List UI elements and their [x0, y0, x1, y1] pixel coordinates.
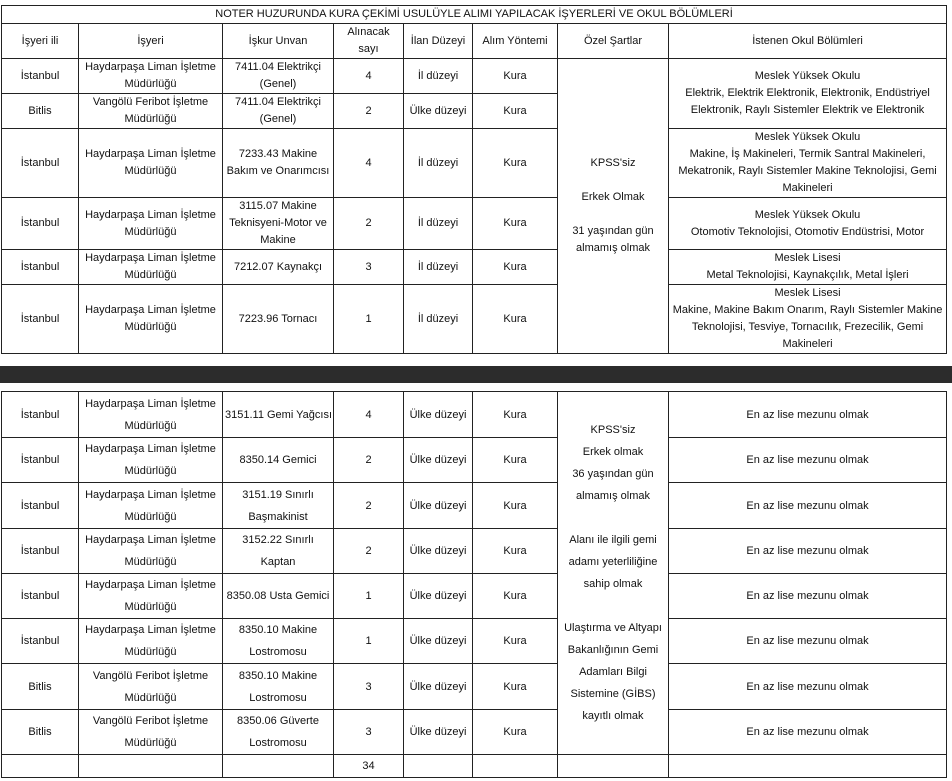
recruitment-method-cell: Kura: [473, 250, 558, 285]
quota-cell: 2: [334, 198, 404, 250]
recruitment-method-cell: Kura: [473, 619, 558, 664]
workplace-cell: Haydarpaşa Liman İşletme Müdürlüğü: [79, 250, 223, 285]
announcement-level-cell: Ülke düzeyi: [404, 574, 473, 619]
workplace-cell: Haydarpaşa Liman İşletme Müdürlüğü: [79, 392, 223, 438]
iskur-title-cell: 8350.10 Makine Lostromosu: [223, 664, 334, 710]
special-conditions-cell: [558, 392, 669, 755]
recruitment-method-cell: Kura: [473, 574, 558, 619]
special-condition: KPSS'siz: [590, 424, 636, 436]
department-list: Otomotiv Teknolojisi, Otomotiv Endüstrisi, Motor: [690, 225, 925, 238]
required-education-cell: En az lise mezunu olmak: [669, 438, 947, 483]
announcement-level-cell: İl düzeyi: [404, 59, 473, 94]
school-type: Meslek Lisesi: [774, 252, 841, 264]
announcement-level-cell: Ülke düzeyi: [404, 710, 473, 755]
recruitment-method-cell: Kura: [473, 438, 558, 483]
workplace-cell: Haydarpaşa Liman İşletme Müdürlüğü: [79, 574, 223, 619]
total-row: [2, 755, 947, 778]
announcement-level-cell: Ülke düzeyi: [404, 392, 473, 438]
announcement-level-cell: İl düzeyi: [404, 250, 473, 285]
header-special-conditions: Özel Şartlar: [558, 24, 669, 59]
recruitment-method-cell: Kura: [473, 198, 558, 250]
header-row: [2, 24, 947, 59]
header-workplace: İşyeri: [79, 24, 223, 59]
required-departments-cell: [669, 129, 947, 198]
quota-cell: 3: [334, 710, 404, 755]
workplace-cell: Vangölü Feribot İşletme Müdürlüğü: [79, 94, 223, 129]
iskur-title-cell: 3151.19 Sınırlı Başmakinist: [223, 483, 334, 529]
school-type: Meslek Yüksek Okulu: [754, 70, 861, 82]
department-list: Metal Teknolojisi, Kaynakçılık, Metal İşleri: [706, 269, 909, 281]
table-row: [2, 483, 947, 529]
quota-cell: 2: [334, 529, 404, 574]
quota-cell: 4: [334, 59, 404, 94]
header-announcement-level: İlan Düzeyi: [404, 24, 473, 59]
recruitment-method-cell: Kura: [473, 94, 558, 129]
workplace-province-cell: İstanbul: [2, 250, 79, 285]
empty-cell: [79, 755, 223, 778]
recruitment-method-cell: Kura: [473, 483, 558, 529]
recruitment-method-cell: Kura: [473, 664, 558, 710]
table-row: [2, 574, 947, 619]
required-departments-cell: [669, 285, 947, 354]
quota-cell: 4: [334, 392, 404, 438]
quota-cell: 2: [334, 483, 404, 529]
workplace-province-cell: İstanbul: [2, 529, 79, 574]
table-row: [2, 664, 947, 710]
table-row: [2, 129, 947, 198]
announcement-level-cell: Ülke düzeyi: [404, 94, 473, 129]
quota-cell: 1: [334, 619, 404, 664]
required-education-cell: En az lise mezunu olmak: [669, 483, 947, 529]
workplace-province-cell: Bitlis: [2, 664, 79, 710]
workplace-cell: Haydarpaşa Liman İşletme Müdürlüğü: [79, 129, 223, 198]
recruitment-method-cell: Kura: [473, 129, 558, 198]
special-condition: Alanı ile ilgili gemi adamı yeterliliğine sahip olmak: [568, 534, 658, 590]
iskur-title-cell: 8350.14 Gemici: [223, 438, 334, 483]
empty-cell: [473, 755, 558, 778]
workplace-cell: Haydarpaşa Liman İşletme Müdürlüğü: [79, 483, 223, 529]
special-condition: Ulaştırma ve Altyapı Bakanlığının Gemi Adamları Bilgi Sistemine (GİBS) kayıtlı olmak: [564, 622, 662, 722]
iskur-title-cell: 8350.10 Makine Lostromosu: [223, 619, 334, 664]
school-type: Meslek Yüksek Okulu: [754, 208, 861, 221]
iskur-title-cell: 7411.04 Elektrikçi (Genel): [223, 59, 334, 94]
quota-cell: 4: [334, 129, 404, 198]
iskur-title-cell: 8350.06 Güverte Lostromosu: [223, 710, 334, 755]
workplace-province-cell: İstanbul: [2, 285, 79, 354]
workplace-cell: Haydarpaşa Liman İşletme Müdürlüğü: [79, 59, 223, 94]
workplace-cell: Haydarpaşa Liman İşletme Müdürlüğü: [79, 438, 223, 483]
required-departments-cell: [669, 59, 947, 129]
iskur-title-cell: 3152.22 Sınırlı Kaptan: [223, 529, 334, 574]
table-title: NOTER HUZURUNDA KURA ÇEKİMİ USULÜYLE ALIMI YAPILACAK İŞYERLERİ VE OKUL BÖLÜMLERİ: [2, 6, 947, 24]
table-row: [2, 392, 947, 438]
quota-cell: 2: [334, 94, 404, 129]
recruitment-method-cell: Kura: [473, 285, 558, 354]
workplace-cell: Vangölü Feribot İşletme Müdürlüğü: [79, 664, 223, 710]
header-required-departments: İstenen Okul Bölümleri: [669, 24, 947, 59]
iskur-title-cell: 7212.07 Kaynakçı: [223, 250, 334, 285]
school-type: Meslek Lisesi: [774, 287, 841, 299]
workplace-cell: Haydarpaşa Liman İşletme Müdürlüğü: [79, 529, 223, 574]
recruitment-method-cell: Kura: [473, 59, 558, 94]
empty-cell: [223, 755, 334, 778]
required-education-cell: En az lise mezunu olmak: [669, 392, 947, 438]
required-departments-cell: [669, 198, 947, 250]
table-row: [2, 250, 947, 285]
table-row: [2, 285, 947, 354]
workplace-province-cell: Bitlis: [2, 710, 79, 755]
header-iskur-title: İşkur Unvan: [223, 24, 334, 59]
special-condition: KPSS'siz: [590, 157, 636, 169]
header-workplace-province: İşyeri ili: [2, 24, 79, 59]
department-list: Makine, Makine Bakım Onarım, Raylı Sistemler Makine Teknolojisi, Tesviye, Tornacılık, Frezecilik, Gemi Makineleri: [672, 304, 943, 350]
quota-cell: 1: [334, 574, 404, 619]
required-education-cell: En az lise mezunu olmak: [669, 664, 947, 710]
workplace-cell: Haydarpaşa Liman İşletme Müdürlüğü: [79, 198, 223, 250]
table-row: [2, 438, 947, 483]
quota-cell: 3: [334, 664, 404, 710]
required-education-cell: En az lise mezunu olmak: [669, 529, 947, 574]
iskur-title-cell: 7223.96 Tornacı: [223, 285, 334, 354]
iskur-title-cell: 3151.11 Gemi Yağcısı: [223, 392, 334, 438]
department-list: Makine, İş Makineleri, Termik Santral Makineleri, Mekatronik, Raylı Sistemler Makine Teknolojisi, Gemi Makineleri: [678, 148, 937, 194]
table-row: [2, 198, 947, 250]
required-education-cell: En az lise mezunu olmak: [669, 619, 947, 664]
page-separator-band: [0, 366, 952, 383]
required-education-cell: En az lise mezunu olmak: [669, 574, 947, 619]
quota-cell: 2: [334, 438, 404, 483]
department-list: Elektrik, Elektrik Elektronik, Elektronik, Endüstriyel Elektronik, Raylı Sistemler Elektrik ve Elektronik: [685, 87, 930, 116]
workplace-province-cell: İstanbul: [2, 574, 79, 619]
announcement-level-cell: İl düzeyi: [404, 129, 473, 198]
workplace-province-cell: İstanbul: [2, 483, 79, 529]
announcement-level-cell: İl düzeyi: [404, 198, 473, 250]
table-title-row: [2, 6, 947, 24]
header-quota: Alınacak sayı: [334, 24, 404, 59]
required-departments-cell: [669, 250, 947, 285]
recruitment-method-cell: Kura: [473, 392, 558, 438]
required-education-cell: En az lise mezunu olmak: [669, 710, 947, 755]
special-conditions-cell: [558, 59, 669, 354]
workplace-province-cell: İstanbul: [2, 438, 79, 483]
announcement-level-cell: İl düzeyi: [404, 285, 473, 354]
table-row: [2, 619, 947, 664]
workplace-province-cell: İstanbul: [2, 129, 79, 198]
workplace-cell: Vangölü Feribot İşletme Müdürlüğü: [79, 710, 223, 755]
iskur-title-cell: 7233.43 Makine Bakım ve Onarımcısı: [223, 129, 334, 198]
header-recruitment-method: Alım Yöntemi: [473, 24, 558, 59]
announcement-level-cell: Ülke düzeyi: [404, 529, 473, 574]
special-condition: Erkek olmak: [582, 446, 644, 458]
workplace-province-cell: Bitlis: [2, 94, 79, 129]
empty-cell: [669, 755, 947, 778]
workplace-province-cell: İstanbul: [2, 392, 79, 438]
special-condition: 31 yaşından gün almamış olmak: [572, 225, 654, 254]
special-condition: 36 yaşından gün almamış olmak: [572, 468, 654, 502]
empty-cell: [2, 755, 79, 778]
empty-cell: [404, 755, 473, 778]
announcement-level-cell: Ülke düzeyi: [404, 619, 473, 664]
workplace-cell: Haydarpaşa Liman İşletme Müdürlüğü: [79, 619, 223, 664]
seafarer-positions-table: [1, 391, 947, 778]
quota-cell: 3: [334, 250, 404, 285]
recruitment-method-cell: Kura: [473, 710, 558, 755]
total-quota-cell: 34: [334, 755, 404, 778]
iskur-title-cell: 8350.08 Usta Gemici: [223, 574, 334, 619]
table-row: [2, 710, 947, 755]
workplace-province-cell: İstanbul: [2, 619, 79, 664]
table-row: [2, 59, 947, 94]
announcement-level-cell: Ülke düzeyi: [404, 438, 473, 483]
workplace-cell: Haydarpaşa Liman İşletme Müdürlüğü: [79, 285, 223, 354]
workplace-province-cell: İstanbul: [2, 198, 79, 250]
workplace-province-cell: İstanbul: [2, 59, 79, 94]
empty-cell: [558, 755, 669, 778]
noter-kura-table: [1, 5, 947, 354]
iskur-title-cell: 3115.07 Makine Teknisyeni-Motor ve Makine: [223, 198, 334, 250]
special-condition: Erkek Olmak: [581, 191, 645, 203]
table-row: [2, 529, 947, 574]
school-type: Meslek Yüksek Okulu: [754, 131, 861, 143]
announcement-level-cell: Ülke düzeyi: [404, 483, 473, 529]
recruitment-method-cell: Kura: [473, 529, 558, 574]
announcement-level-cell: Ülke düzeyi: [404, 664, 473, 710]
iskur-title-cell: 7411.04 Elektrikçi (Genel): [223, 94, 334, 129]
quota-cell: 1: [334, 285, 404, 354]
